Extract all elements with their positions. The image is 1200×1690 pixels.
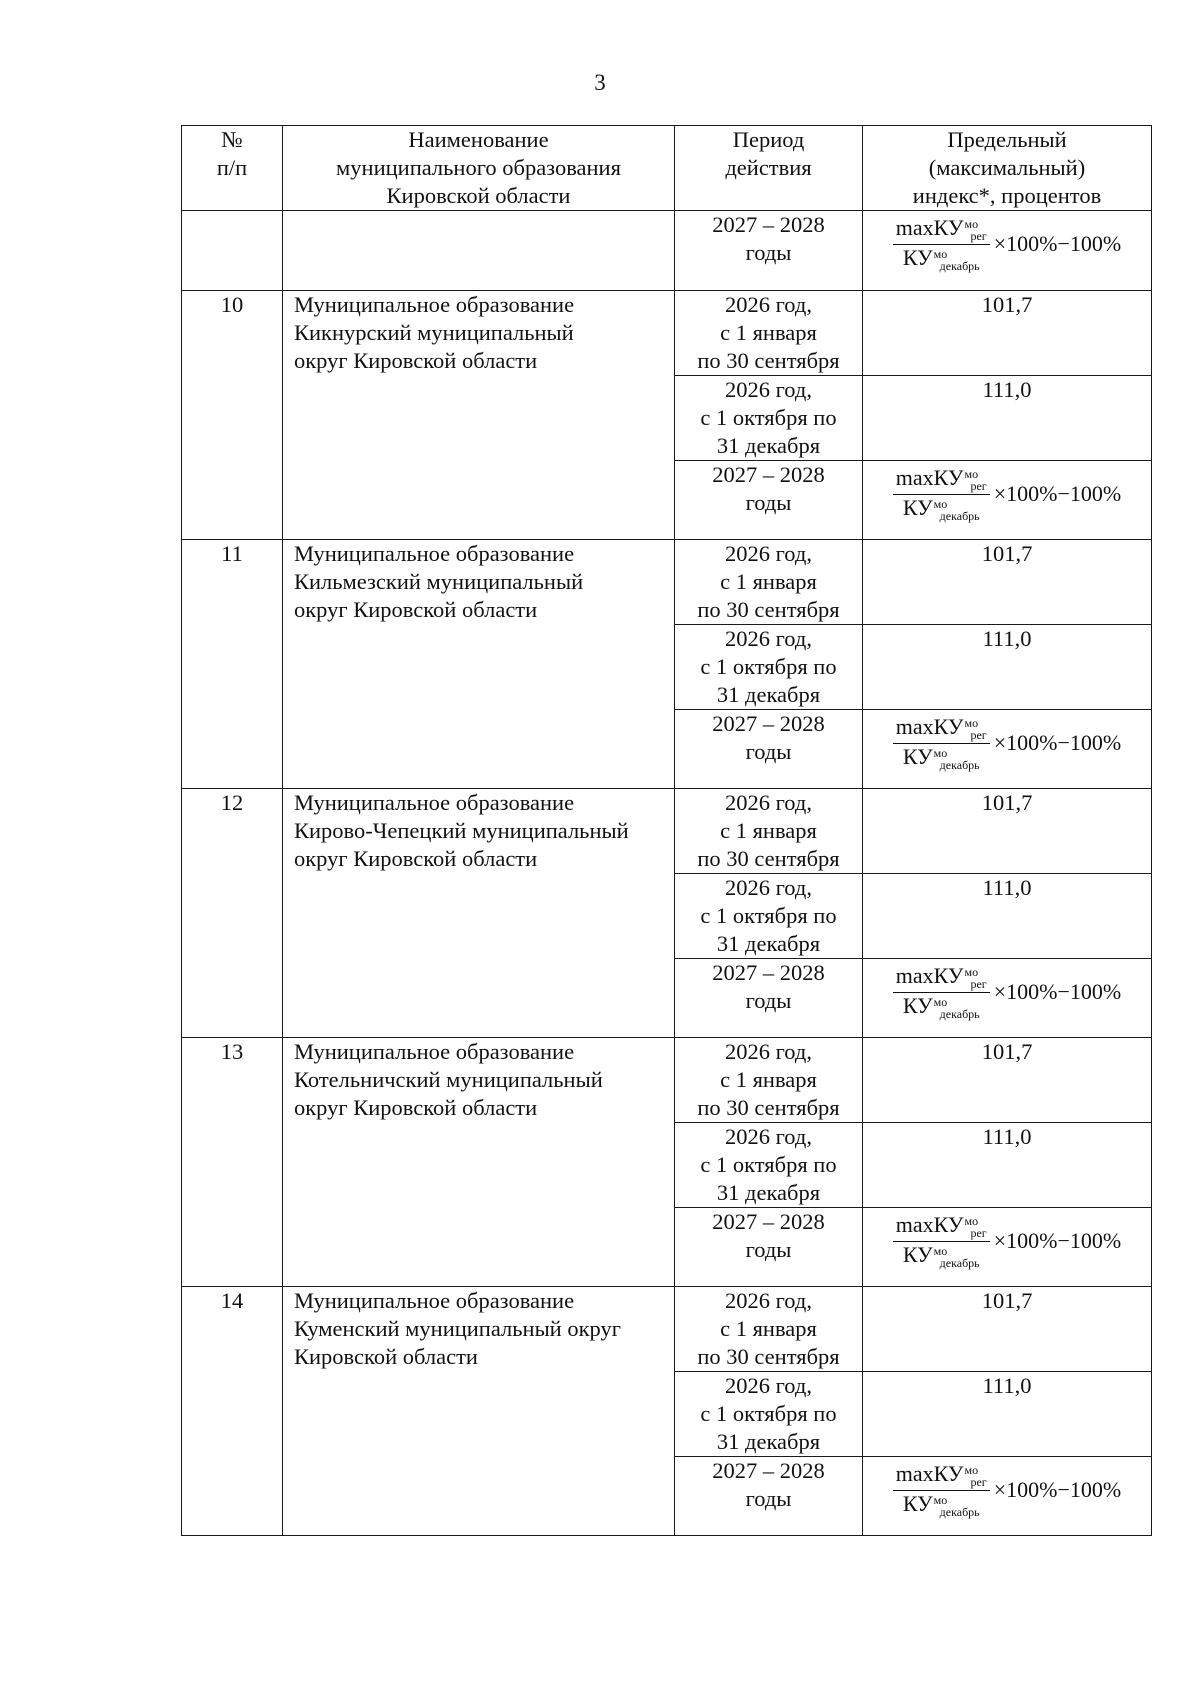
formula-tail: ×100%−100% <box>993 231 1122 257</box>
period-cell: 2027 – 2028 годы <box>675 710 863 789</box>
formula-fraction <box>893 716 990 771</box>
index-value-cell: 111,0 <box>863 376 1152 461</box>
formula-fraction <box>893 1463 990 1518</box>
formula-denominator: КУ мо декабрь <box>902 992 980 1021</box>
period-cell: 2027 – 2028 годы <box>675 959 863 1038</box>
index-value-cell: 111,0 <box>863 1372 1152 1457</box>
formula-numerator: maxКУ мо рег <box>893 1463 990 1491</box>
row-number-cell: 11 <box>182 540 283 789</box>
index-value-cell: 101,7 <box>863 1038 1152 1123</box>
index-formula <box>893 1214 1121 1269</box>
index-formula-cell <box>863 461 1152 540</box>
table-row <box>182 1038 1152 1123</box>
formula-tail: ×100%−100% <box>993 1228 1122 1254</box>
header-period: Период действия <box>675 126 863 211</box>
table-header-row <box>182 126 1152 211</box>
formula-fraction <box>893 217 990 272</box>
municipality-name-cell: Муниципальное образование Котельничский муниципальный округ Кировской области <box>283 1038 675 1287</box>
row-number-cell: 12 <box>182 789 283 1038</box>
formula-denominator: КУ мо декабрь <box>902 494 980 523</box>
period-cell: 2026 год, с 1 октября по 31 декабря <box>675 625 863 710</box>
index-value-cell: 101,7 <box>863 540 1152 625</box>
table-row <box>182 1287 1152 1372</box>
formula-denominator: КУ мо декабрь <box>902 743 980 772</box>
period-cell: 2026 год, с 1 января по 30 сентября <box>675 540 863 625</box>
period-cell: 2026 год, с 1 января по 30 сентября <box>675 1038 863 1123</box>
formula-numerator: maxКУ мо рег <box>893 467 990 495</box>
period-cell: 2027 – 2028 годы <box>675 461 863 540</box>
formula-numerator: maxКУ мо рег <box>893 217 990 245</box>
index-value-cell: 111,0 <box>863 874 1152 959</box>
index-formula <box>893 1463 1121 1518</box>
index-formula-cell <box>863 1208 1152 1287</box>
index-formula <box>893 217 1121 272</box>
continuation-name-cell <box>283 211 675 291</box>
municipality-name-cell: Муниципальное образование Куменский муниципальный округ Кировской области <box>283 1287 675 1536</box>
index-formula-cell <box>863 1457 1152 1536</box>
index-value-cell: 101,7 <box>863 789 1152 874</box>
row-number-cell: 14 <box>182 1287 283 1536</box>
continuation-num-cell <box>182 211 283 291</box>
header-index: Предельный (максимальный) индекс*, процентов <box>863 126 1152 211</box>
continuation-row <box>182 211 1152 291</box>
table-row <box>182 291 1152 376</box>
index-value-cell: 101,7 <box>863 1287 1152 1372</box>
formula-denominator: КУ мо декабрь <box>902 1241 980 1270</box>
index-formula <box>893 965 1121 1020</box>
table-row <box>182 789 1152 874</box>
formula-tail: ×100%−100% <box>993 1477 1122 1503</box>
formula-tail: ×100%−100% <box>993 481 1122 507</box>
formula-fraction <box>893 1214 990 1269</box>
row-number-cell: 10 <box>182 291 283 540</box>
period-cell: 2026 год, с 1 октября по 31 декабря <box>675 874 863 959</box>
index-value-cell: 111,0 <box>863 1123 1152 1208</box>
table-row <box>182 540 1152 625</box>
row-number-cell: 13 <box>182 1038 283 1287</box>
period-cell: 2026 год, с 1 января по 30 сентября <box>675 1287 863 1372</box>
index-formula-cell <box>863 959 1152 1038</box>
municipality-name-cell: Муниципальное образование Кирово-Чепецкий муниципальный округ Кировской области <box>283 789 675 1038</box>
header-name: Наименование муниципального образования Кировской области <box>283 126 675 211</box>
header-num: № п/п <box>182 126 283 211</box>
formula-numerator: maxКУ мо рег <box>893 716 990 744</box>
period-cell: 2026 год, с 1 октября по 31 декабря <box>675 1372 863 1457</box>
period-cell: 2027 – 2028 годы <box>675 211 863 291</box>
tariff-index-table <box>181 125 1152 1536</box>
period-cell: 2026 год, с 1 января по 30 сентября <box>675 789 863 874</box>
formula-fraction <box>893 467 990 522</box>
period-cell: 2026 год, с 1 октября по 31 декабря <box>675 1123 863 1208</box>
formula-numerator: maxКУ мо рег <box>893 965 990 993</box>
period-cell: 2027 – 2028 годы <box>675 1457 863 1536</box>
formula-denominator: КУ мо декабрь <box>902 244 980 273</box>
formula-denominator: КУ мо декабрь <box>902 1490 980 1519</box>
page-number: 3 <box>594 70 606 95</box>
municipality-name-cell: Муниципальное образование Кильмезский муниципальный округ Кировской области <box>283 540 675 789</box>
index-formula <box>893 467 1121 522</box>
period-cell: 2026 год, с 1 октября по 31 декабря <box>675 376 863 461</box>
index-formula <box>893 716 1121 771</box>
municipality-name-cell: Муниципальное образование Кикнурский муниципальный округ Кировской области <box>283 291 675 540</box>
period-cell: 2027 – 2028 годы <box>675 1208 863 1287</box>
index-formula-cell <box>863 211 1152 291</box>
formula-numerator: maxКУ мо рег <box>893 1214 990 1242</box>
index-formula-cell <box>863 710 1152 789</box>
formula-tail: ×100%−100% <box>993 730 1122 756</box>
period-cell: 2026 год, с 1 января по 30 сентября <box>675 291 863 376</box>
formula-fraction <box>893 965 990 1020</box>
index-value-cell: 111,0 <box>863 625 1152 710</box>
index-value-cell: 101,7 <box>863 291 1152 376</box>
formula-tail: ×100%−100% <box>993 979 1122 1005</box>
